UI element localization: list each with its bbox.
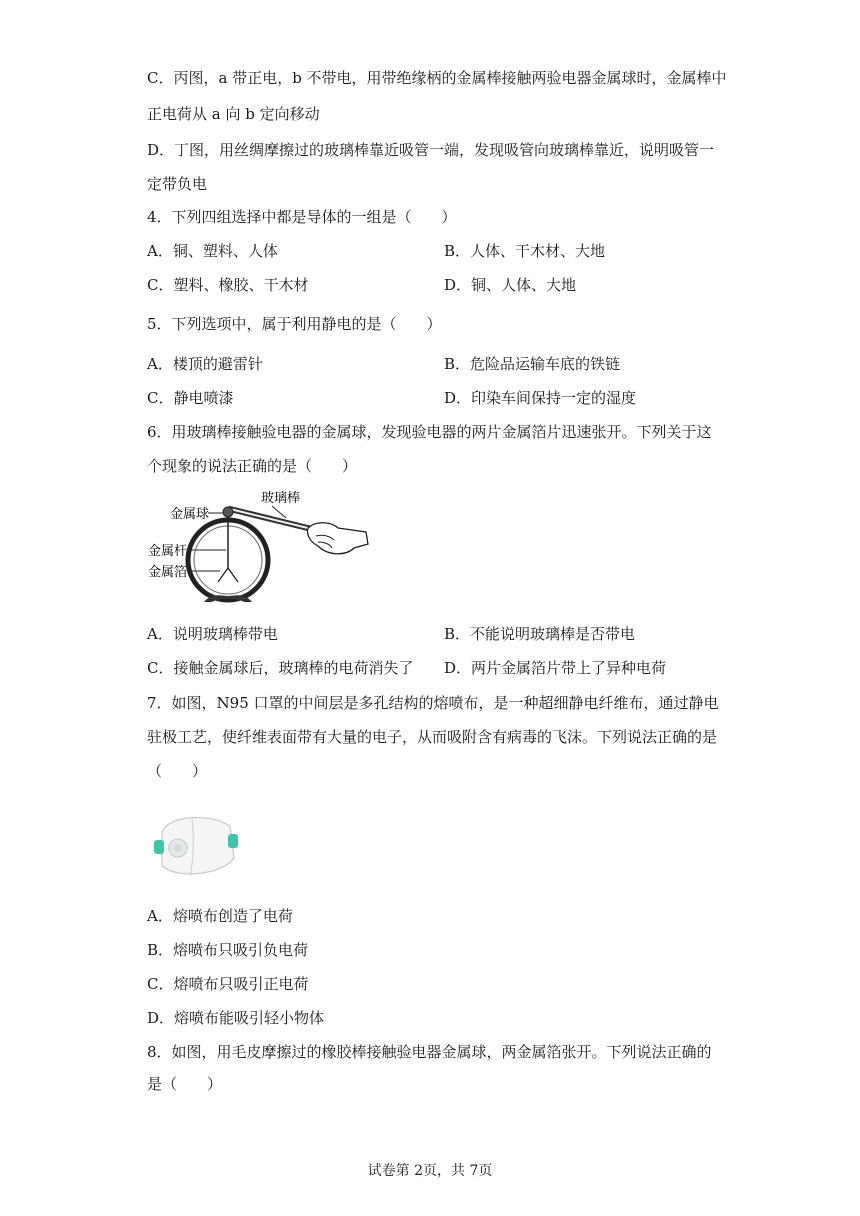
- q4-option-a: A．铜、塑料、人体: [147, 242, 278, 260]
- glass-rod-highlight: [230, 509, 320, 531]
- mask-strap-clip-left: [154, 840, 164, 854]
- q5-option-a: A．楼顶的避雷针: [147, 355, 263, 373]
- q6-option-a: A．说明玻璃棒带电: [147, 625, 278, 643]
- q6-stem-line2: 个现象的说法正确的是（ ）: [147, 457, 358, 475]
- n95-mask-figure: [148, 808, 244, 888]
- mask-valve-center: [174, 844, 182, 852]
- q7-option-d: D．熔喷布能吸引轻小物体: [147, 1009, 325, 1027]
- metal-rod-label: 金属杆: [148, 544, 188, 559]
- q6-option-c: C．接触金属球后，玻璃棒的电荷消失了: [147, 659, 414, 677]
- metal-ball: [223, 507, 233, 517]
- metal-foil-right: [228, 568, 238, 582]
- q6-option-d: D．两片金属箔片带上了异种电荷: [444, 659, 667, 677]
- q8-stem-line1: 8．如图，用毛皮摩擦过的橡胶棒接触验电器金属球，两金属箔张开。下列说法正确的: [147, 1043, 712, 1061]
- q5-stem: 5．下列选项中，属于利用静电的是（ ）: [147, 315, 442, 333]
- q7-stem-line1: 7．如图，N95 口罩的中间层是多孔结构的熔喷布，是一种超细静电纤维布，通过静电: [147, 694, 719, 712]
- q7-option-a: A．熔喷布创造了电荷: [147, 907, 293, 925]
- q8-stem-line2: 是（ ）: [147, 1075, 223, 1093]
- q3-option-d-line1: D．丁图，用丝绸摩擦过的玻璃棒靠近吸管一端，发现吸管向玻璃棒靠近，说明吸管一: [147, 141, 715, 159]
- electroscope-figure: [140, 484, 375, 609]
- metal-foil-left: [218, 568, 228, 582]
- glass-rod-label: 玻璃棒: [261, 491, 301, 506]
- q5-option-c: C．静电喷漆: [147, 389, 234, 407]
- q7-stem-line2: 驻极工艺，使纤维表面带有大量的电子，从而吸附含有病毒的飞沫。下列说法正确的是: [147, 728, 718, 746]
- q6-option-b: B．不能说明玻璃棒是否带电: [444, 625, 636, 643]
- q3-option-d-line2: 定带负电: [147, 175, 208, 193]
- glass-rod-leader: [272, 506, 286, 518]
- q3-option-c-line2: 正电荷从 a 向 b 定向移动: [147, 105, 320, 123]
- hand-shape: [307, 523, 368, 554]
- q5-option-b: B．危险品运输车底的铁链: [444, 355, 621, 373]
- q4-option-d: D．铜、人体、大地: [444, 276, 577, 294]
- q3-option-c-line1: C．丙图，a 带正电，b 不带电，用带绝缘柄的金属棒接触两验电器金属球时，金属棒中: [147, 69, 727, 87]
- q7-option-b: B．熔喷布只吸引负电荷: [147, 941, 309, 959]
- q5-option-d: D．印染车间保持一定的湿度: [444, 389, 637, 407]
- q4-option-b: B．人体、干木材、大地: [444, 242, 606, 260]
- q7-option-c: C．熔喷布只吸引正电荷: [147, 975, 309, 993]
- q6-stem-line1: 6．用玻璃棒接触验电器的金属球，发现验电器的两片金属箔片迅速张开。下列关于这: [147, 423, 712, 441]
- q7-stem-line3: （ ）: [147, 762, 208, 780]
- metal-ball-label: 金属球: [170, 507, 210, 522]
- mask-strap-clip-right: [228, 834, 238, 848]
- metal-foil-label: 金属箔: [148, 565, 188, 580]
- q4-stem: 4．下列四组选择中都是导体的一组是（ ）: [147, 208, 457, 226]
- q4-option-c: C．塑料、橡胶、干木材: [147, 276, 309, 294]
- page-footer: 试卷第 2页，共 7页: [367, 1163, 493, 1179]
